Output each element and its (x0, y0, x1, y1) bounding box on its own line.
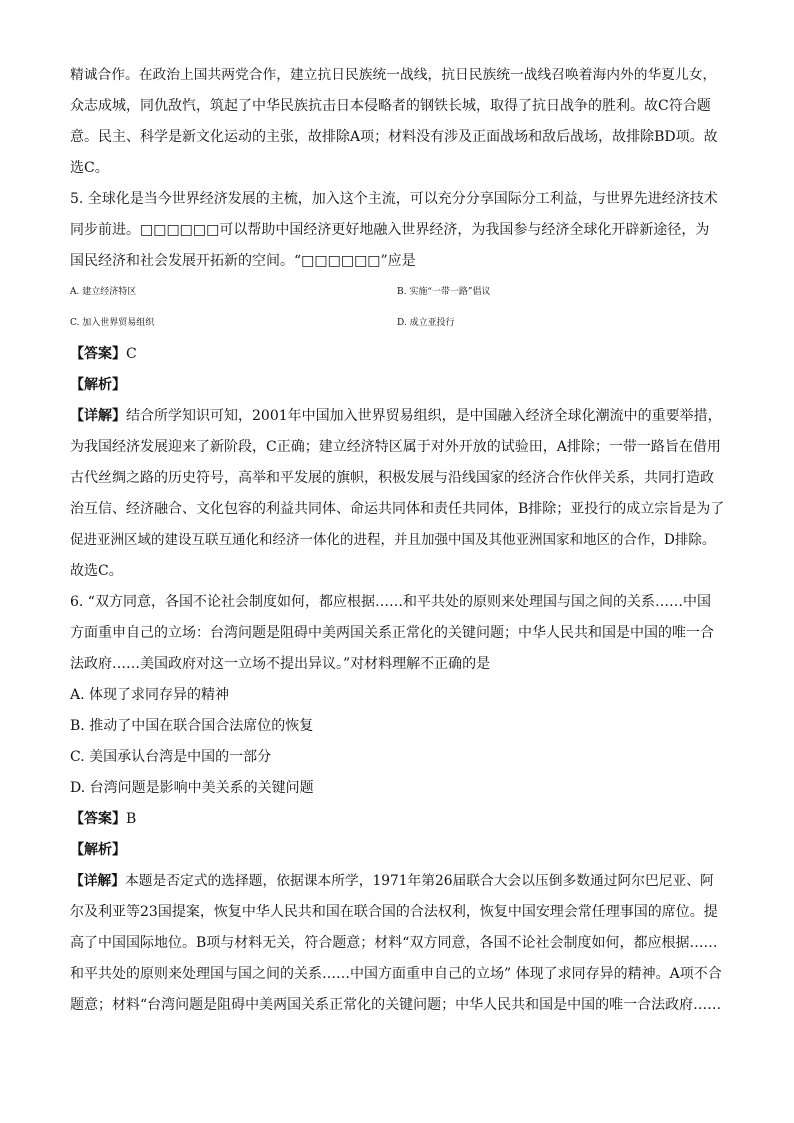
question-6-stem (70, 587, 724, 680)
question-5 (70, 184, 724, 587)
option-c: C. 美国承认台湾是中国的一部分 (70, 749, 272, 765)
option-b: B. 推动了中国在联合国合法席位的恢复 (70, 718, 314, 734)
text-line: 众志成城，同仇敌忾，筑起了中华民族抗击日本侵略者的钢铁长城，取得了抗日战争的胜利。故C符合题 (70, 98, 711, 114)
question-5-detail (70, 401, 724, 587)
text-line: 方面重申自己的立场：台湾问题是阻碍中美两国关系正常化的关键问题；中华人民共和国是中国的唯一合 (70, 625, 714, 641)
text-line (70, 866, 724, 897)
detail-tag: 【详解】 (70, 873, 126, 889)
option-b: B. 实施“一带一路”倡议 (397, 287, 491, 297)
text-line: 古代丝绸之路的历史符号，高举和平发展的旗帜，积极发展与沿线国家的经济合作伙伴关系，共同打造政 (70, 470, 714, 486)
option-d: D. 成立亚投行 (397, 318, 455, 328)
text-line: 高了中国国际地位。B项与材料无关，符合题意；材料“双方同意，各国不论社会制度如何，都应根据…… (70, 935, 718, 951)
option-a: A. 体现了求同存异的精神 (70, 687, 230, 703)
text-line: 故选C。 (70, 563, 123, 579)
analysis-tag: 【解析】 (70, 377, 126, 393)
detail-text: 本题是否定式的选择题，依据课本所学，1971年第26届联合大会以压倒多数通过阿尔巴尼亚、阿 (125, 873, 714, 889)
question-5-options (70, 277, 724, 339)
answer-tag: 【答案】 (70, 811, 126, 827)
question-6 (70, 587, 724, 1021)
text-line: 5. 全球化是当今世界经济发展的主梳，加入这个主流，可以充分分享国际分工利益，与世界先进经济技术 (70, 191, 718, 207)
text-line: 治互信、经济融合、文化包容的利益共同体、命运共同体和责任共同体，B排除；亚投行的成立宗旨是为了 (70, 501, 725, 517)
text-line: 促进亚洲区域的建设互联互通化和经济一体化的进程，并且加强中国及其他亚洲国家和地区的合作，D排除。 (70, 532, 716, 548)
answer-line (70, 339, 724, 370)
text-line: 精诚合作。在政治上国共两党合作，建立抗日民族统一战线，抗日民族统一战线召唤着海内外的华夏儿女， (70, 67, 717, 83)
text-line: 选C。 (70, 160, 109, 176)
answer-tag: 【答案】 (70, 346, 126, 362)
text-line: 为我国经济发展迎来了新阶段，C正确；建立经济特区属于对外开放的试验田，A排除；一带一路旨在借用 (70, 439, 721, 455)
answer-line (70, 804, 724, 835)
detail-text: 结合所学知识可知，2001年中国加入世界贸易组织，是中国融入经济全球化潮流中的重要举措， (126, 408, 722, 424)
text-line: 同步前进。□□□□□□可以帮助中国经济更好地融入世界经济，为我国参与经济全球化开辟新途径，为 (70, 222, 710, 238)
answer-value: B (126, 811, 137, 827)
option-a: A. 建立经济特区 (70, 287, 137, 297)
text-line: 题意；材料“台湾问题是阻碍中美两国关系正常化的关键问题；中华人民共和国是中国的唯一合法政府…… (70, 997, 722, 1013)
intro-paragraph (70, 60, 724, 184)
document-page (70, 60, 724, 1021)
text-line: 尔及利亚等23国提案，恢复中华人民共和国在联合国的合法权利，恢复中国安理会常任理事国的席位。提 (70, 904, 718, 920)
question-6-detail (70, 866, 724, 1021)
option-c: C. 加入世界贸易组织 (70, 318, 155, 328)
detail-tag: 【详解】 (70, 408, 126, 424)
question-5-stem (70, 184, 724, 277)
text-line: 法政府……美国政府对这一立场不提出异议。”对材料理解不正确的是 (70, 656, 491, 672)
analysis-tag: 【解析】 (70, 842, 126, 858)
text-line: 和平共处的原则来处理国与国之间的关系……中国方面重申自己的立场” 体现了求同存异的精神。A项不合 (70, 966, 722, 982)
text-line: 国民经济和社会发展开拓新的空间。“□□□□□□”应是 (70, 253, 416, 269)
answer-value: C (126, 346, 137, 362)
option-d: D. 台湾问题是影响中美关系的关键问题 (70, 780, 314, 796)
text-line: 6. “双方同意，各国不论社会制度如何，都应根据……和平共处的原则来处理国与国之间的关系……中国 (70, 594, 711, 610)
text-line: 意。民主、科学是新文化运动的主张，故排除A项；材料没有涉及正面战场和敌后战场，故排除BD项。故 (70, 129, 718, 145)
text-line (70, 401, 724, 432)
